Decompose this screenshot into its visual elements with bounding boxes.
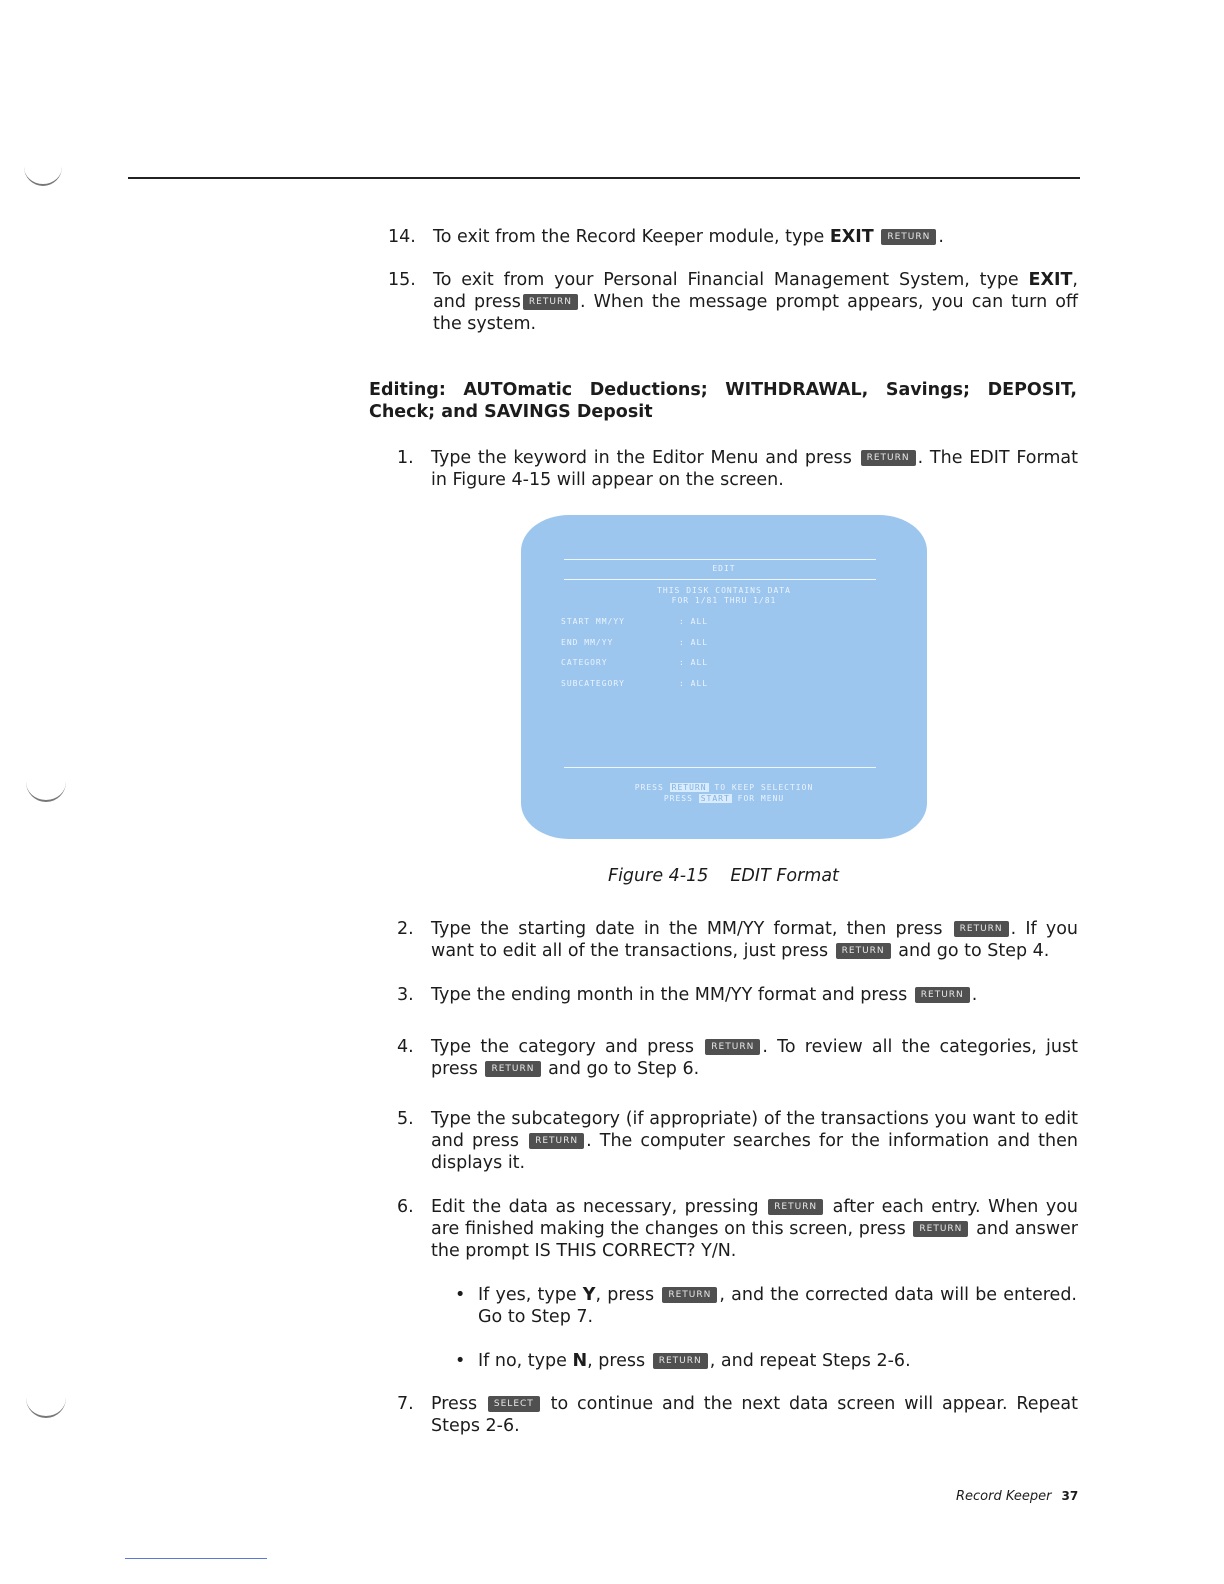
screen-instruction-2 bbox=[521, 794, 927, 803]
step-number: 6. bbox=[397, 1197, 414, 1217]
bullet-yes bbox=[455, 1284, 1077, 1328]
step-text: after each entry. When you are finished making the changes on this screen, press bbox=[431, 1197, 1079, 1239]
field-value-end: : ALL bbox=[679, 638, 709, 647]
step-text: Edit the data as necessary, pressing bbox=[431, 1197, 767, 1217]
step-15 bbox=[388, 269, 1078, 335]
binding-mark-top bbox=[24, 160, 62, 186]
step-7 bbox=[388, 1393, 1078, 1437]
screen-rule bbox=[564, 579, 876, 580]
step-text-end: . The computer searches for the information and then displays it. bbox=[431, 1131, 1078, 1173]
field-label-start: START MM/YY bbox=[561, 617, 625, 626]
field-label-subcategory: SUBCATEGORY bbox=[561, 679, 625, 688]
press-label: PRESS bbox=[634, 783, 664, 792]
section-heading: Editing: AUTOmatic Deductions; WITHDRAWAL, Savings; DEPOSIT, Check; and SAVINGS Deposit bbox=[369, 380, 1077, 422]
step-text-end: . bbox=[971, 985, 978, 1005]
return-key: RETURN bbox=[861, 450, 916, 466]
keyword-n: N bbox=[572, 1351, 588, 1371]
keyword-exit: EXIT bbox=[1028, 270, 1073, 290]
footer-section: Record Keeper bbox=[956, 1489, 1052, 1504]
figure-caption bbox=[608, 866, 839, 886]
screen-info-1: THIS DISK CONTAINS DATA bbox=[657, 586, 791, 595]
return-key: RETURN bbox=[662, 1287, 717, 1303]
screen-start-key: START bbox=[700, 794, 730, 803]
step-text-end: . The EDIT Format in Figure 4-15 will appear on the screen. bbox=[431, 448, 1078, 490]
return-key: RETURN bbox=[653, 1353, 708, 1369]
step-text: Type the category and press bbox=[431, 1037, 704, 1057]
bullet-text: If yes, type bbox=[478, 1285, 583, 1305]
return-key: RETURN bbox=[881, 229, 936, 245]
figure-label: Figure 4-15 bbox=[608, 866, 709, 886]
return-key: RETURN bbox=[836, 943, 891, 959]
return-key: RETURN bbox=[768, 1199, 823, 1215]
step-text-end: and go to Step 6. bbox=[542, 1059, 700, 1079]
keep-label: TO KEEP SELECTION bbox=[714, 783, 814, 792]
page-footer bbox=[956, 1489, 1078, 1504]
step-text: To exit from your Personal Financial Management System, type bbox=[433, 270, 1029, 290]
step-number: 3. bbox=[397, 985, 414, 1005]
press-label: PRESS bbox=[663, 794, 693, 803]
step-text: Type the ending month in the MM/YY format and press bbox=[431, 985, 913, 1005]
step-text: Press bbox=[431, 1394, 486, 1414]
step-number: 7. bbox=[397, 1394, 414, 1414]
step-text: . If you want to edit all of the transactions, just press bbox=[431, 919, 1078, 961]
field-label-end: END MM/YY bbox=[561, 638, 614, 647]
bullet-dot: • bbox=[455, 1351, 466, 1371]
step-text-end: and answer the prompt IS THIS CORRECT? Y/N. bbox=[431, 1219, 1078, 1261]
screen-instruction-1 bbox=[521, 783, 927, 792]
select-key: SELECT bbox=[488, 1396, 540, 1412]
field-label-category: CATEGORY bbox=[561, 658, 608, 667]
step-1 bbox=[388, 447, 1078, 491]
step-text-end: . bbox=[938, 227, 944, 247]
screen-rule bbox=[564, 559, 876, 560]
step-text-end: and go to Step 4. bbox=[892, 941, 1050, 961]
screen-return-key: RETURN bbox=[671, 783, 707, 792]
binding-mark-bottom bbox=[26, 1392, 66, 1418]
bullet-no bbox=[455, 1350, 1077, 1372]
step-text: To exit from the Record Keeper module, type bbox=[433, 227, 830, 247]
step-number: 14. bbox=[388, 227, 416, 247]
step-text-end: to continue and the next data screen will appear. Repeat Steps 2-6. bbox=[431, 1394, 1078, 1436]
bullet-text-end: , and repeat Steps 2-6. bbox=[709, 1351, 911, 1371]
return-key: RETURN bbox=[529, 1133, 584, 1149]
field-value-category: : ALL bbox=[679, 658, 709, 667]
menu-label: FOR MENU bbox=[737, 794, 785, 803]
bullet-text-end: , and the corrected data will be entered. Go to Step 7. bbox=[478, 1285, 1077, 1327]
bullet-text: If no, type bbox=[478, 1351, 573, 1371]
step-number: 1. bbox=[397, 448, 414, 468]
edit-format-screen bbox=[521, 515, 927, 839]
page-number: 37 bbox=[1061, 1489, 1079, 1503]
return-key: RETURN bbox=[954, 921, 1009, 937]
step-text: . To review all the categories, just press bbox=[431, 1037, 1078, 1079]
step-14 bbox=[388, 226, 1078, 248]
bullet-dot: • bbox=[455, 1285, 466, 1305]
step-number: 4. bbox=[397, 1037, 414, 1057]
step-4 bbox=[388, 1036, 1078, 1080]
bottom-rule bbox=[125, 1558, 267, 1559]
step-6 bbox=[388, 1196, 1078, 1262]
screen-title: EDIT bbox=[712, 564, 736, 573]
binding-mark-middle bbox=[26, 770, 66, 802]
bullet-text: , press bbox=[587, 1351, 651, 1371]
step-number: 5. bbox=[397, 1109, 414, 1129]
step-2 bbox=[388, 918, 1078, 962]
step-text: Type the starting date in the MM/YY format, then press bbox=[431, 919, 952, 939]
step-number: 2. bbox=[397, 919, 414, 939]
keyword-exit: EXIT bbox=[829, 227, 874, 247]
return-key: RETURN bbox=[913, 1221, 968, 1237]
top-rule bbox=[128, 177, 1080, 179]
keyword-y: Y bbox=[582, 1285, 596, 1305]
step-text: Type the subcategory (if appropriate) of the transactions you want to edit and press bbox=[431, 1109, 1078, 1151]
return-key: RETURN bbox=[705, 1039, 760, 1055]
step-3 bbox=[388, 984, 1078, 1006]
step-text: , and press bbox=[433, 270, 1078, 312]
screen-info-2: FOR 1/81 THRU 1/81 bbox=[671, 596, 777, 605]
screen-rule bbox=[564, 767, 876, 768]
return-key: RETURN bbox=[915, 987, 970, 1003]
field-value-start: : ALL bbox=[679, 617, 709, 626]
return-key: RETURN bbox=[485, 1061, 540, 1077]
field-value-subcategory: : ALL bbox=[679, 679, 709, 688]
step-text: Type the keyword in the Editor Menu and press bbox=[431, 448, 859, 468]
step-5 bbox=[388, 1108, 1078, 1174]
step-text-end: . When the message prompt appears, you can turn off the system. bbox=[433, 292, 1078, 334]
step-number: 15. bbox=[388, 270, 416, 290]
figure-title: EDIT Format bbox=[730, 866, 839, 886]
return-key: RETURN bbox=[523, 294, 578, 310]
bullet-text: , press bbox=[595, 1285, 661, 1305]
